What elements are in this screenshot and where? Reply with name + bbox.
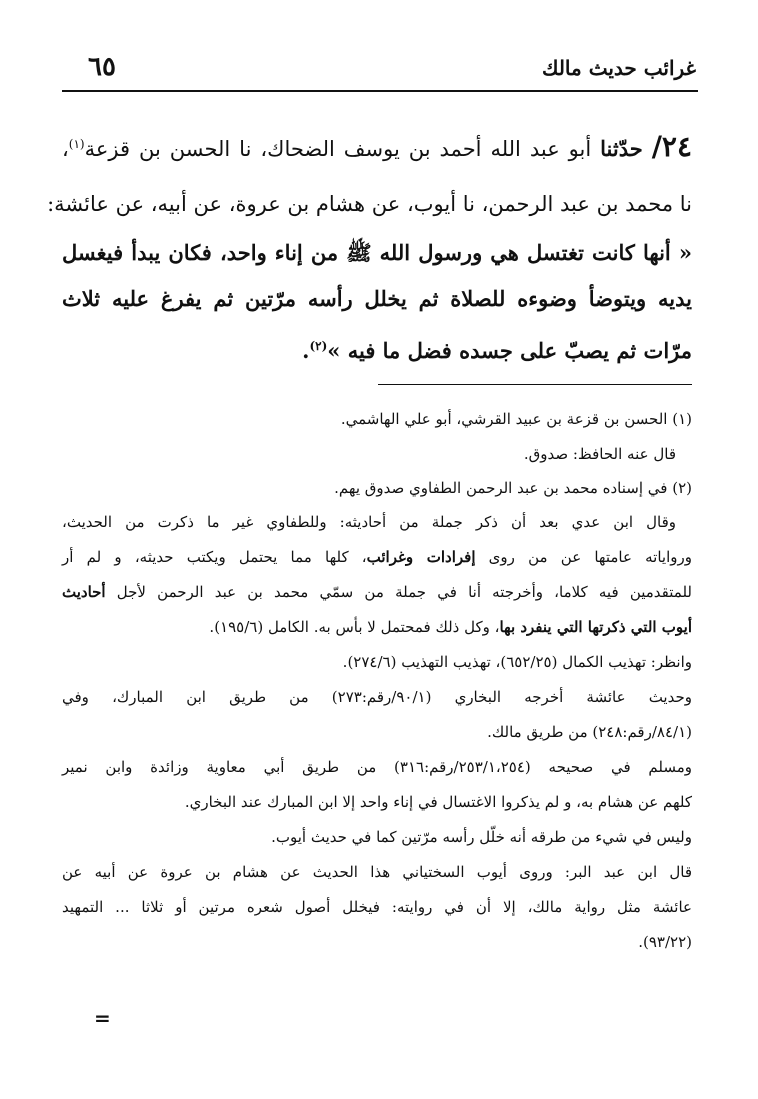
hadith-line-2: نا محمد بن عبد الرحمن، نا أيوب، عن هشام بن عروة، عن أبيه، عن عائشة:	[47, 192, 692, 216]
hadith-number: ٢٤/	[651, 130, 692, 163]
running-title: غرائب حديث مالك	[541, 56, 696, 80]
footnote-2-line-8: (٨٤/١/رقم:٢٤٨) من طريق مالك.	[487, 723, 692, 741]
continuation-mark: =	[94, 1006, 111, 1030]
hadith-chain-start: أبو عبد الله أحمد بن يوسف الضحاك، نا الحسن بن قزعة	[84, 137, 592, 161]
footnote-2-line-5-b: ، وكل ذلك فمحتمل لا بأس به. الكامل (١٩٥/٦).	[209, 618, 500, 636]
hadith-line-1-end: ،	[62, 137, 69, 161]
footnote-separator	[378, 384, 692, 385]
footnote-2-line-5	[62, 610, 692, 645]
hadith-text	[47, 118, 692, 380]
footnote-2-line-4	[62, 575, 692, 610]
footnote-2-line-9: ومسلم في صحيحه (٢٥٣/١،٢٥٤/رقم:٣١٦) من طريق أبي معاوية وزائدة وابن نمير	[62, 758, 693, 776]
footnote-1-line-2: قال عنه الحافظ: صدوق.	[523, 445, 676, 463]
footnote-2-line-4-b: أحاديث	[62, 583, 106, 601]
footnote-2-line-4-a: للمتقدمين فيه كلاما، وأخرجته أنا في جملة من سمّي محمد بن عبد الرحمن لأجل	[105, 583, 692, 601]
footnote-2-line-14: (٩٣/٢٢).	[638, 933, 692, 951]
hadith-line-5	[62, 322, 692, 380]
footnote-2-line-1: (٢) في إسناده محمد بن عبد الرحمن الطفاوي صدوق يهم.	[334, 479, 692, 497]
hadith-matn-end: مرّات ثم يصبّ على جسده فضل ما فيه »	[327, 338, 692, 363]
footnote-2-line-3	[62, 540, 692, 575]
footnote-2-line-11: وليس في شيء من طرقه أنه خلّل رأسه مرّتين كما في حديث أيوب.	[271, 828, 692, 846]
hadith-opening: حدّثنا	[600, 136, 643, 161]
header-rule	[62, 90, 698, 92]
footnote-ref-2: (٢)	[309, 339, 328, 353]
footnote-2-line-3-b: إفرادات وغرائب	[366, 548, 476, 566]
hadith-line-3: « أنها كانت تغتسل هي ورسول الله ﷺ من إناء واحد، فكان يبدأ فيغسل	[62, 240, 692, 265]
hadith-line-1	[62, 118, 692, 178]
page-number: ٦٥	[88, 52, 116, 82]
footnote-2-line-3-a: ورواياته عامتها عن من روى	[475, 548, 692, 566]
hadith-line-4: يديه ويتوضأ وضوءه للصلاة ثم يخلل رأسه مرّتين ثم يفرغ عليه ثلاث	[62, 286, 692, 311]
footnote-ref-1: (١)	[68, 137, 85, 151]
footnote-1-line-1: (١) الحسن بن قزعة بن عبيد القرشي، أبو علي الهاشمي.	[340, 410, 692, 428]
footnote-2-line-2: وقال ابن عدي بعد أن ذكر جملة من أحاديثه: وللطفاوي غير ما ذكرت من الحديث،	[62, 513, 676, 531]
footnotes	[62, 400, 692, 960]
footnote-2-line-12: قال ابن عبد البر: وروى أيوب السختياني هذا الحديث عن هشام بن عروة عن أبيه عن	[62, 863, 692, 881]
footnote-2-line-7: وحديث عائشة أخرجه البخاري (٩٠/١/رقم:٢٧٣) من طريق ابن المبارك، وفي	[62, 688, 692, 706]
footnote-2-line-10: كلهم عن هشام به، و لم يذكروا الاغتسال في إناء واحد إلا ابن المبارك عند البخاري.	[184, 793, 692, 811]
footnote-2-line-5-a: أيوب التي ذكرتها التي ينفرد بها	[499, 618, 692, 636]
hadith-line-5-end: .	[302, 338, 310, 363]
footnote-2-line-13: عائشة مثل رواية مالك، إلا أن في روايته: فيخلل أصول شعره مرتين أو ثلاثا ... التمهيد	[62, 898, 692, 916]
footnote-2-line-6: وانظر: تهذيب الكمال (٦٥٢/٢٥)، تهذيب التهذيب (٢٧٤/٦).	[342, 653, 692, 671]
footnote-2-line-3-c: ، كلها مما يحتمل ويكتب حديثه، و لم أر	[62, 548, 367, 566]
